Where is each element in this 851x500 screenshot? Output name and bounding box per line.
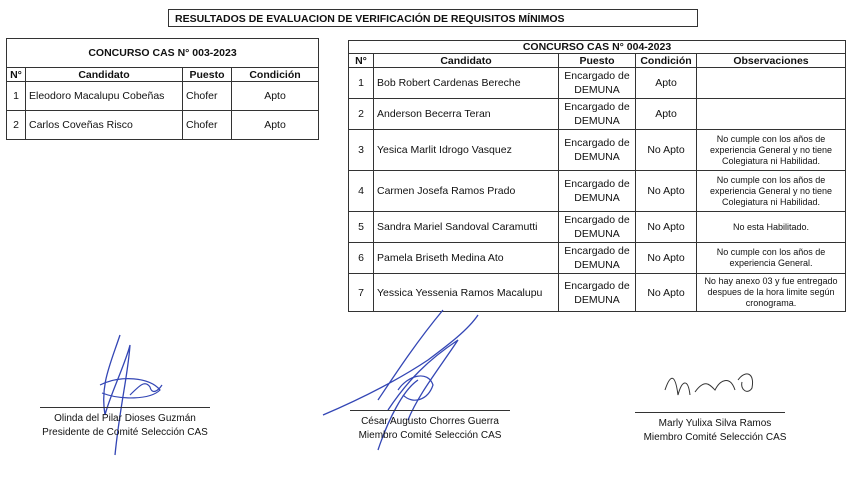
row-condition: No Apto (636, 243, 697, 274)
signature-3-ink (660, 360, 770, 420)
signature-block-2 (325, 415, 535, 443)
row-condition: Apto (232, 82, 319, 111)
row-observations: No cumple con los años de experiencia General y no tiene Colegiatura ni Habilidad. (697, 171, 846, 212)
table-row (7, 82, 319, 111)
row-num: 5 (349, 212, 374, 243)
row-candidate: Yesica Marlit Idrogo Vasquez (374, 130, 559, 171)
contest-003-table (6, 38, 319, 140)
table-row (349, 68, 846, 99)
row-num: 7 (349, 274, 374, 312)
row-position: Encargado de DEMUNA (559, 243, 636, 274)
table-row (349, 130, 846, 171)
row-num: 2 (7, 111, 26, 140)
row-condition: Apto (636, 99, 697, 130)
header-num: N° (349, 54, 374, 68)
header-candidate: Candidato (374, 54, 559, 68)
row-condition: Apto (636, 68, 697, 99)
row-candidate: Carmen Josefa Ramos Prado (374, 171, 559, 212)
row-num: 6 (349, 243, 374, 274)
row-candidate: Eleodoro Macalupu Cobeñas (26, 82, 183, 111)
header-condition: Condición (636, 54, 697, 68)
row-position: Encargado de DEMUNA (559, 212, 636, 243)
signatory-role: Miembro Comité Selección CAS (643, 432, 787, 443)
row-candidate: Carlos Coveñas Risco (26, 111, 183, 140)
table-header-row (7, 68, 319, 82)
document-title: RESULTADOS DE EVALUACION DE VERIFICACIÓN DE REQUISITOS MÍNIMOS (168, 9, 698, 27)
table-header-row (349, 54, 846, 68)
signatory-name: Olinda del Pilar Dioses Guzmán (54, 413, 196, 424)
signature-line-2 (350, 410, 510, 411)
table-row (349, 171, 846, 212)
row-observations (697, 99, 846, 130)
header-observations: Observaciones (697, 54, 846, 68)
header-num: N° (7, 68, 26, 82)
signatory-role: Presidente de Comité Selección CAS (42, 427, 208, 438)
signatory-role: Miembro Comité Selección CAS (358, 430, 502, 441)
row-candidate: Yessica Yessenia Ramos Macalupu (374, 274, 559, 312)
table-row (349, 99, 846, 130)
contest-004-caption: CONCURSO CAS N° 004-2023 (349, 41, 846, 54)
signatory-name: Marly Yulixa Silva Ramos (658, 418, 772, 429)
signature-block-1 (20, 412, 230, 440)
row-num: 2 (349, 99, 374, 130)
signature-line-1 (40, 407, 210, 408)
row-candidate: Anderson Becerra Teran (374, 99, 559, 130)
table-row (349, 212, 846, 243)
row-observations: No cumple con los años de experiencia General y no tiene Colegiatura ni Habilidad. (697, 130, 846, 171)
header-position: Puesto (559, 54, 636, 68)
contest-004-table (348, 40, 846, 312)
row-observations: No cumple con los años de experiencia General. (697, 243, 846, 274)
header-candidate: Candidato (26, 68, 183, 82)
row-num: 1 (7, 82, 26, 111)
row-observations: No hay anexo 03 y fue entregado despues de la hora limite según cronograma. (697, 274, 846, 312)
row-position: Encargado de DEMUNA (559, 99, 636, 130)
row-candidate: Sandra Mariel Sandoval Caramutti (374, 212, 559, 243)
row-condition: No Apto (636, 274, 697, 312)
row-position: Encargado de DEMUNA (559, 171, 636, 212)
row-condition: Apto (232, 111, 319, 140)
signature-line-3 (635, 412, 785, 413)
row-num: 4 (349, 171, 374, 212)
header-position: Puesto (183, 68, 232, 82)
row-observations: No esta Habilitado. (697, 212, 846, 243)
signature-block-3 (610, 417, 820, 445)
row-observations (697, 68, 846, 99)
row-position: Chofer (183, 111, 232, 140)
row-position: Chofer (183, 82, 232, 111)
row-candidate: Pamela Briseth Medina Ato (374, 243, 559, 274)
row-candidate: Bob Robert Cardenas Bereche (374, 68, 559, 99)
table-row (7, 111, 319, 140)
contest-003-caption: CONCURSO CAS N° 003-2023 (7, 39, 319, 68)
table-row (349, 243, 846, 274)
signature-1-ink (90, 325, 180, 465)
row-condition: No Apto (636, 212, 697, 243)
signatory-name: César Augusto Chorres Guerra (361, 416, 499, 427)
row-num: 3 (349, 130, 374, 171)
row-position: Encargado de DEMUNA (559, 68, 636, 99)
row-condition: No Apto (636, 171, 697, 212)
row-condition: No Apto (636, 130, 697, 171)
row-num: 1 (349, 68, 374, 99)
row-position: Encargado de DEMUNA (559, 130, 636, 171)
row-position: Encargado de DEMUNA (559, 274, 636, 312)
header-condition: Condición (232, 68, 319, 82)
